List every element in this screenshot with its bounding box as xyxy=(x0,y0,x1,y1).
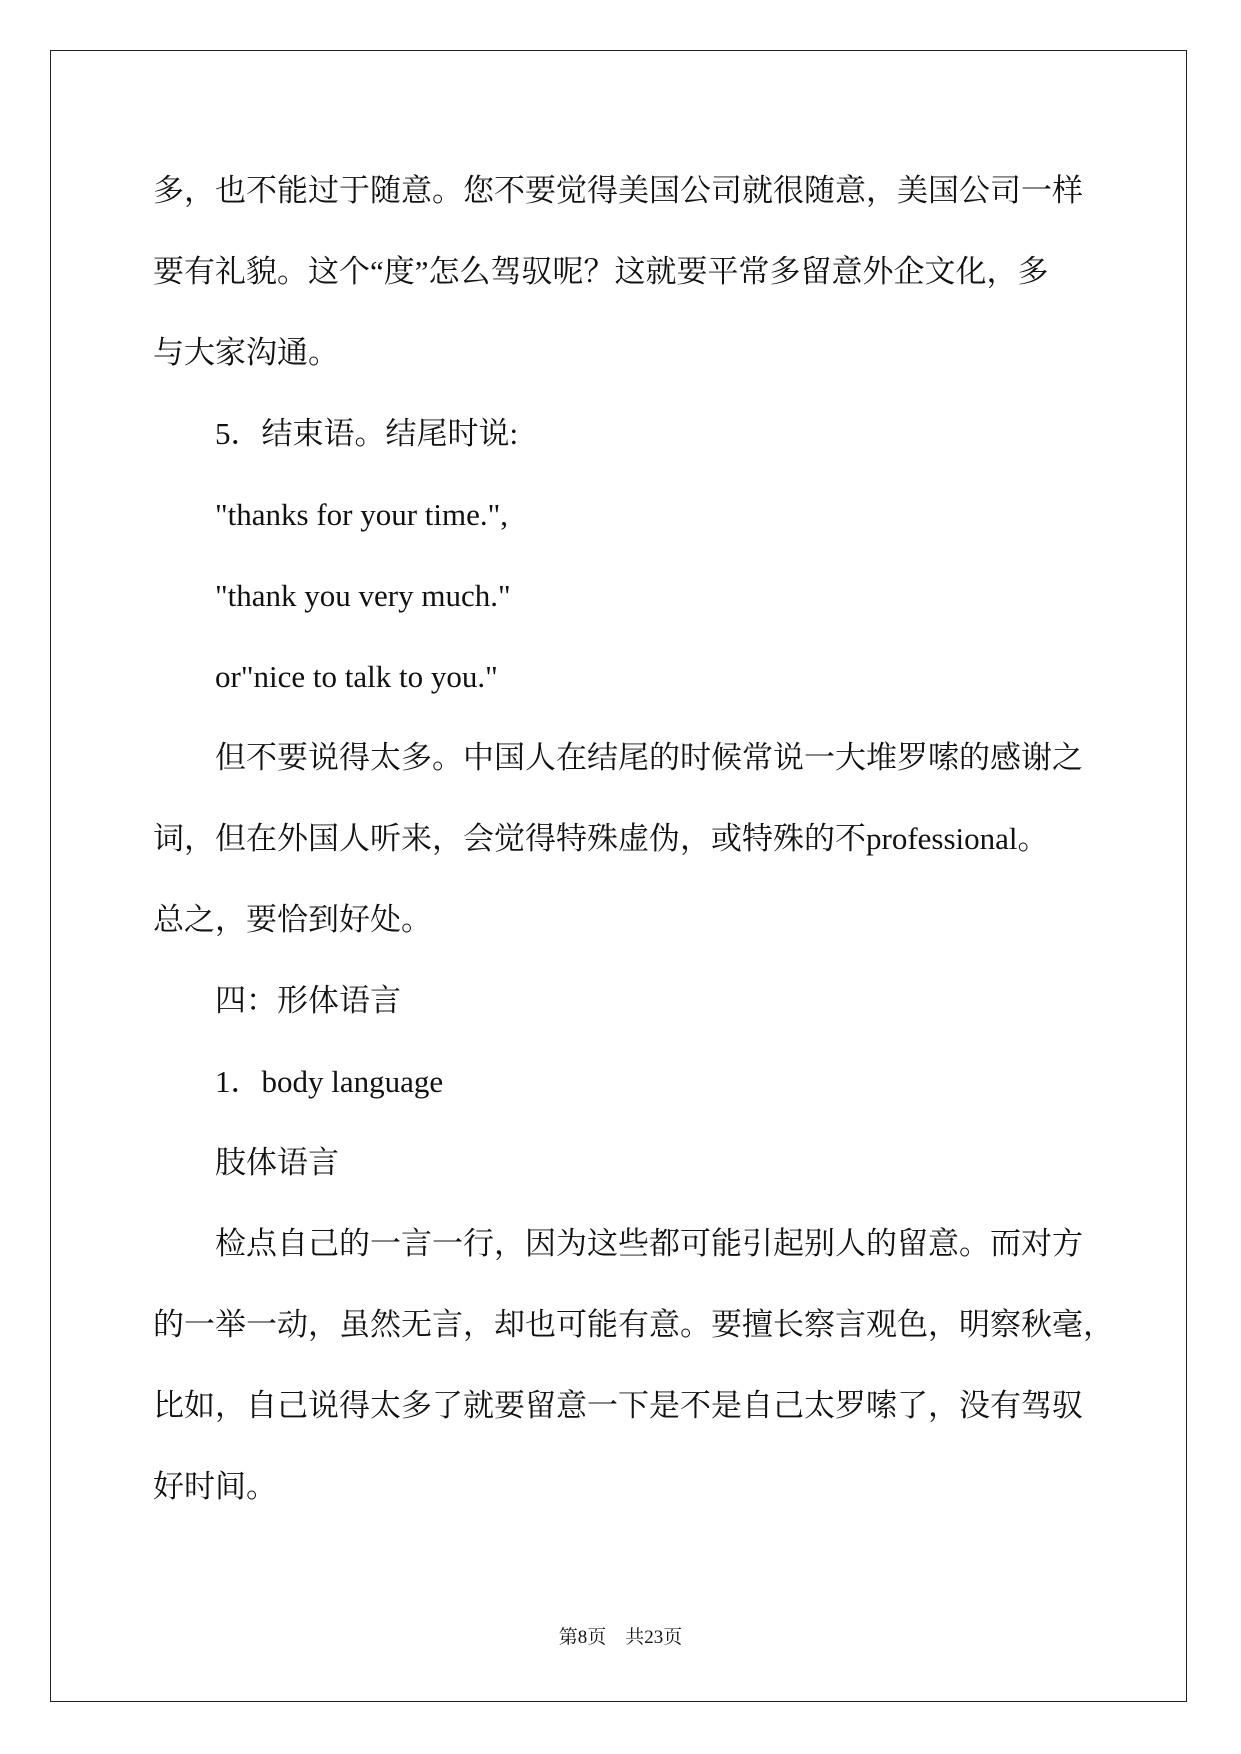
text-line: 四：形体语言 xyxy=(215,983,401,1018)
page-number-footer: 第8页 共23页 xyxy=(558,1627,683,1648)
subsection-subtitle xyxy=(153,1122,1153,1203)
section-heading xyxy=(153,960,1153,1041)
text-line: 词，但在外国人听来，会觉得特殊虚伪，或特殊的不professional。 xyxy=(153,821,1049,856)
section-heading xyxy=(153,393,1153,474)
text-line: 总之，要恰到好处。 xyxy=(153,902,432,937)
text-line: 但不要说得太多。中国人在结尾的时候常说一大堆罗嗦的感谢之 xyxy=(215,740,1083,775)
paragraph xyxy=(153,717,1153,960)
text-line: 的一举一动，虽然无言，却也可能有意。要擅长察言观色，明察秋毫， xyxy=(153,1307,1114,1342)
quote-line xyxy=(153,474,1153,555)
text-line: or"nice to talk to you." xyxy=(215,659,498,694)
text-line: 检点自己的一言一行，因为这些都可能引起别人的留意。而对方 xyxy=(215,1226,1083,1261)
text-line: "thank you very much." xyxy=(215,578,511,613)
text-line: 与大家沟通。 xyxy=(153,335,339,370)
text-line: 多，也不能过于随意。您不要觉得美国公司就很随意，美国公司一样 xyxy=(153,173,1083,208)
text-line: 要有礼貌。这个“度”怎么驾驭呢？这就要平常多留意外企文化，多 xyxy=(153,254,1049,289)
subsection-heading xyxy=(153,1041,1153,1122)
text-line: 比如，自己说得太多了就要留意一下是不是自己太罗嗦了，没有驾驭 xyxy=(153,1388,1083,1423)
text-line: 肢体语言 xyxy=(215,1145,339,1180)
paragraph xyxy=(153,1203,1153,1527)
quote-line xyxy=(153,555,1153,636)
page-body xyxy=(153,150,1153,1527)
quote-line xyxy=(153,636,1153,717)
text-line: 5．结束语。结尾时说: xyxy=(215,416,519,451)
text-line: 好时间。 xyxy=(153,1469,277,1504)
paragraph xyxy=(153,150,1153,393)
text-line: "thanks for your time.", xyxy=(215,497,509,532)
text-line: 1．body language xyxy=(215,1064,444,1099)
